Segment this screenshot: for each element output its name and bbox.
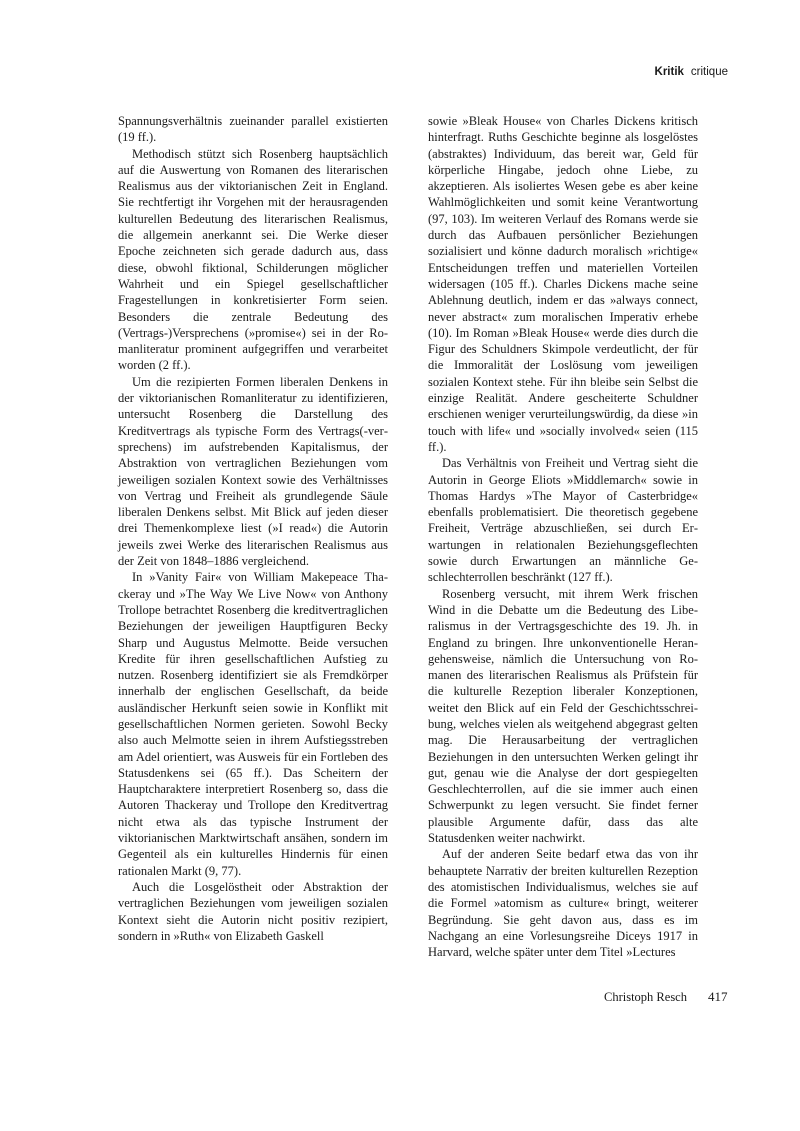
paragraph: Auch die Losgelöstheit oder Abstraktion der vertraglichen Beziehungen vom jeweiligen sozialen Kontext sieht die Autorin nicht positiv rezipiert, sondern in »Ruth« von Elizabeth Gaskell — [118, 879, 388, 943]
paragraph: In »Vanity Fair« von William Makepeace Thackeray und »The Way We Live Now« von Anthony Trollope betrachtet Rosenberg die kreditvertraglichen Beziehungen der jeweiligen Hauptfiguren Becky Sharp und Augustus Melmotte. Beide versuchen Kredite für ihren gesellschaftlichen Aufstieg zu nutzen. Rosenberg identifiziert sie als Fremdkörper innerhalb der englischen Gesellschaft, da beide ausländischer Herkunft seien sowie in Konflikt mit gesellschaftlichen Normen gerieten. Sowohl Becky also auch Melmotte seien in ihrem Aufstiegsstreben am Adel orientiert, was Ausweis für ein Fortleben des Statusdenkens sei (65 ff.). Das Scheitern der Hauptcharaktere interpretiert Rosenberg so, dass die Autoren Thackeray und Trollope den Kreditvertrag nicht etwa als das typische Instrument der viktorianischen Marktwirtschaft ansähen, sondern im Gegenteil als ein kulturelles Hindernis für einen rationalen Markt (9, 77). — [118, 570, 388, 878]
section-title: Kritik — [654, 66, 684, 78]
left-column — [118, 113, 388, 944]
paragraph: Um die rezipierten Formen liberalen Denkens in der viktorianischen Romanliteratur zu identifizieren, untersucht Rosenberg die Darstellung des Kreditvertrags als typische Form des Vertrags(-versprechens) im aufstrebenden Kapitalismus, der Abstraktion von vertraglichen Beziehungen vom jeweiligen sozialen Kontext sowie des Verhältnisses von Vertrag und Freiheit als grundlegende Säule liberalen Denkens selbst. Mit Blick auf jeden dieser drei Themenkomplexe liest (»I read«) die Autorin jeweils zwei Werke des literarischen Realismus aus der Zeit von 1848–1886 vergleichend. — [118, 374, 388, 569]
right-column — [428, 113, 698, 960]
footer-author: Christoph Resch — [604, 990, 687, 1004]
paragraph: Rosenberg versucht, mit ihrem Werk frischen Wind in die Debatte um die Bedeutung des Liberalismus in der Vertragsgeschichte des 19. Jh. in England zu bringen. Ihre unkonventionelle Herangehensweise, nämlich die Untersuchung von Romanen des literarischen Realismus als Prüfstein für die kulturelle Rezeption liberaler Konzeptionen, weitet den Blick auf ein Feld der Geschichtsschreibung, welches vielen als weitgehend abgegrast gelten mag. Die Herausarbeitung der vertraglichen Beziehungen in den untersuchten Werken gelingt ihr gut, genau wie die Analyse der dort gespiegelten Geschlechterrollen, auf die sie immer auch einen Schwerpunkt zu legen versucht. Sie findet ferner plausible Argumente dafür, dass das alte Statusdenken weiter nachwirkt. — [428, 586, 698, 846]
section-subtitle: critique — [690, 66, 728, 78]
paragraph: sowie »Bleak House« von Charles Dickens kritisch hinterfragt. Ruths Geschichte beginne als losgelöstes (abstraktes) Individuum, das bereit war, Geld für körperliche Hingabe, jedoch ohne Liebe, zu akzeptieren. Als isoliertes Wesen gebe es aber keine Wahlmöglichkeiten und somit keine Verantwortung (97, 103). Im weiteren Verlauf des Romans werde sie durch das Aufbauen persönlicher Beziehungen sozialisiert und könne dadurch moralisch »richtige« Entscheidungen treffen und materiellen Vorteilen widersagen (105 ff.). Charles Dickens mache seine Ablehnung deutlich, indem er das »always connect, never abstract« zum moralischen Imperativ erhebe (10). Im Roman »Bleak House« werde dies durch die Figur des Schuldners Skimpole verdeutlicht, der für die Immoralität der Loslösung vom jeweiligen sozialen Kontext stehe. Für ihn bleibe sein Selbst die einzige Realität. Andere gescheiterte Schuldner erschienen weniger verurteilungswürdig, da diese »in touch with life« und »socially involved« seien (115 ff.). — [428, 114, 698, 454]
paragraph: Das Verhältnis von Freiheit und Vertrag sieht die Autorin in George Eliots »Middlemarch« sowie in Thomas Hardys »The Mayor of Casterbridge« ebenfalls problematisiert. Die theoretisch gegebene Freiheit, Verträge abzuschließen, sei durch Erwartungen in relationalen Beziehungsgeflechten sowie durch Erwartungen an männliche Geschlechterrollen beschränkt (127 ff.). — [428, 456, 698, 585]
paragraph: Spannungsverhältnis zueinander parallel existierten (19 ff.). — [118, 114, 388, 145]
running-head — [655, 66, 728, 78]
paragraph: Methodisch stützt sich Rosenberg hauptsächlich auf die Auswertung von Romanen des literarischen Realismus aus der viktorianischen Zeit in England. Sie rechtfertigt ihr Vorgehen mit der herausragenden kulturellen Bedeutung des literarischen Realismus, die allgemein anerkannt sei. Die Werke dieser Epoche zeichneten sich gerade dadurch aus, dass diese, obwohl fiktional, Schilderungen möglicher Wahrheit und ein Spiegel gesellschaftlicher Fragestellungen in konkretisierter Form seien. Besonders die zentrale Bedeutung des (Vertrags-)Versprechens (»promise«) sei in der Romanliteratur prominent aufgegriffen und verarbeitet worden (2 ff.). — [118, 146, 388, 373]
paragraph: Auf der anderen Seite bedarf etwa das von ihr behauptete Narrativ der breiten kulturellen Rezeption des atomistischen Individualismus, welches sie auf die Formel »atomism as culture« bringt, weiterer Begründung. Sie geht davon aus, dass es im Nachgang an eine Vorlesungsreihe Diceys 1917 in Harvard, welche später unter dem Titel »Lectures — [428, 847, 698, 960]
page-number: 417 — [708, 989, 728, 1004]
